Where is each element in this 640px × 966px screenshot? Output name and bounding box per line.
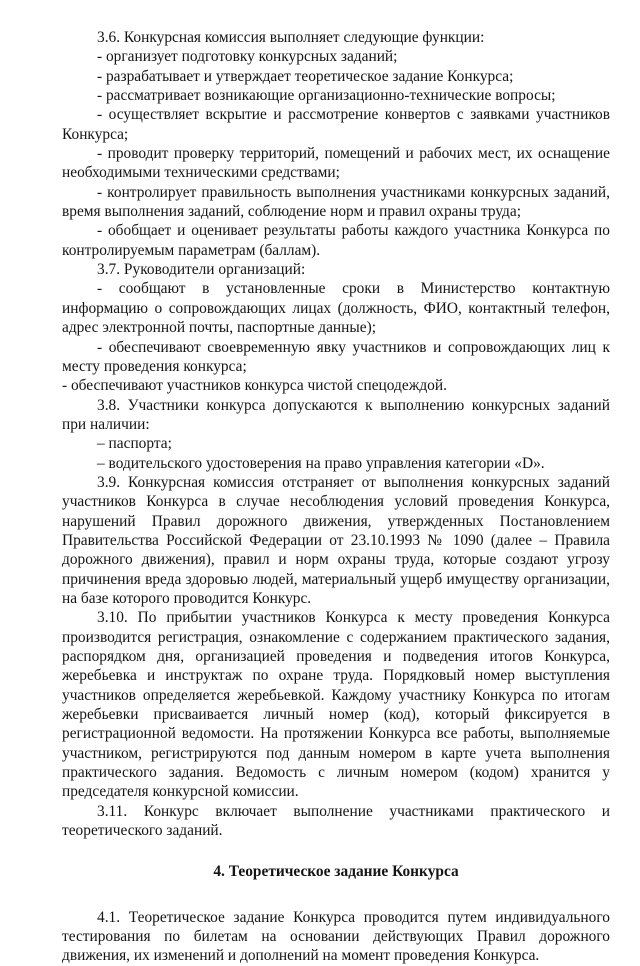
- paragraph: 3.7. Руководители организаций:: [97, 261, 306, 279]
- paragraph: 3.9. Конкурсная комиссия отстраняет от выполнения конкурсных заданий участников Конкурса в случае несоблюдения условий проведения Конкурса, нарушений Правил дорожного движения, утвержденных Постановлением Правительства Российской Федерации от 23.10.1993 № 1090 (далее – Правила дорожного движения), правил и норм охраны труда, которые создают угрозу причинения вреда здоровью людей, материальный ущерб имуществу организации, на базе которого проводится Конкурс.: [62, 473, 610, 607]
- list-item: - рассматривает возникающие организационно-технические вопросы;: [97, 87, 556, 105]
- list-item: - организует подготовку конкурсных заданий;: [97, 48, 398, 66]
- paragraph: 3.8. Участники конкурса допускаются к выполнению конкурсных заданий при наличии:: [62, 396, 610, 433]
- list-item: - проводит проверку территорий, помещений и рабочих мест, их оснащение необходимыми техническими средствами;: [62, 145, 610, 182]
- paragraph: 3.10. По прибытии участников Конкурса к месту проведения Конкурса производится регистрация, ознакомление с содержанием практического задания, распорядком дня, организацией проведения и подведения итогов Конкурса, жеребьевка и инструктаж по охране труда. Порядковый номер выступления участников определяется жеребьевкой. Каждому участнику Конкурса по итогам жеребьевки присваивается личный номер (код), который фиксируется в регистрационной ведомости. На протяжении Конкурса все работы, выполняемые участником, регистрируются под данным номером в карте учета выполнения практического задания. Ведомость с личным номером (кодом) хранится у председателя конкурсной комиссии.: [62, 609, 610, 801]
- list-item: – водительского удостоверения на право управления категории «D».: [97, 454, 545, 472]
- list-item: - контролирует правильность выполнения участниками конкурсных заданий, время выполнения заданий, соблюдение норм и правил охраны труда;: [62, 183, 610, 221]
- list-item: – паспорта;: [97, 435, 172, 453]
- section-4-body: [62, 908, 610, 966]
- list-item: - обобщает и оценивает результаты работы каждого участника Конкурса по контролируемым параметрам (баллам).: [62, 222, 610, 259]
- section-3-body: [62, 28, 610, 840]
- list-item: - обеспечивают участников конкурса чистой спецодеждой.: [62, 377, 447, 395]
- section-heading: 4. Теоретическое задание Конкурса: [213, 863, 459, 881]
- list-item: - осуществляет вскрытие и рассмотрение конвертов с заявками участников Конкурса;: [62, 106, 610, 143]
- paragraph: 4.1. Теоретическое задание Конкурса проводится путем индивидуального тестирования по билетам на основании действующих Правил дорожного движения, их изменений и дополнений на момент проведения Конкурса.: [62, 908, 610, 965]
- list-item: - обеспечивают своевременную явку участников и сопровождающих лиц к месту проведения конкурса;: [62, 338, 610, 375]
- list-item: - разрабатывает и утверждает теоретическое задание Конкурса;: [97, 67, 514, 85]
- list-item: - сообщают в установленные сроки в Министерство контактную информацию о сопровождающих лицах (должность, ФИО, контактный телефон, адрес электронной почты, паспортные данные);: [62, 280, 610, 337]
- paragraph: 3.6. Конкурсная комиссия выполняет следующие функции:: [97, 29, 485, 46]
- paragraph: 3.11. Конкурс включает выполнение участниками практического и теоретического заданий.: [62, 802, 610, 840]
